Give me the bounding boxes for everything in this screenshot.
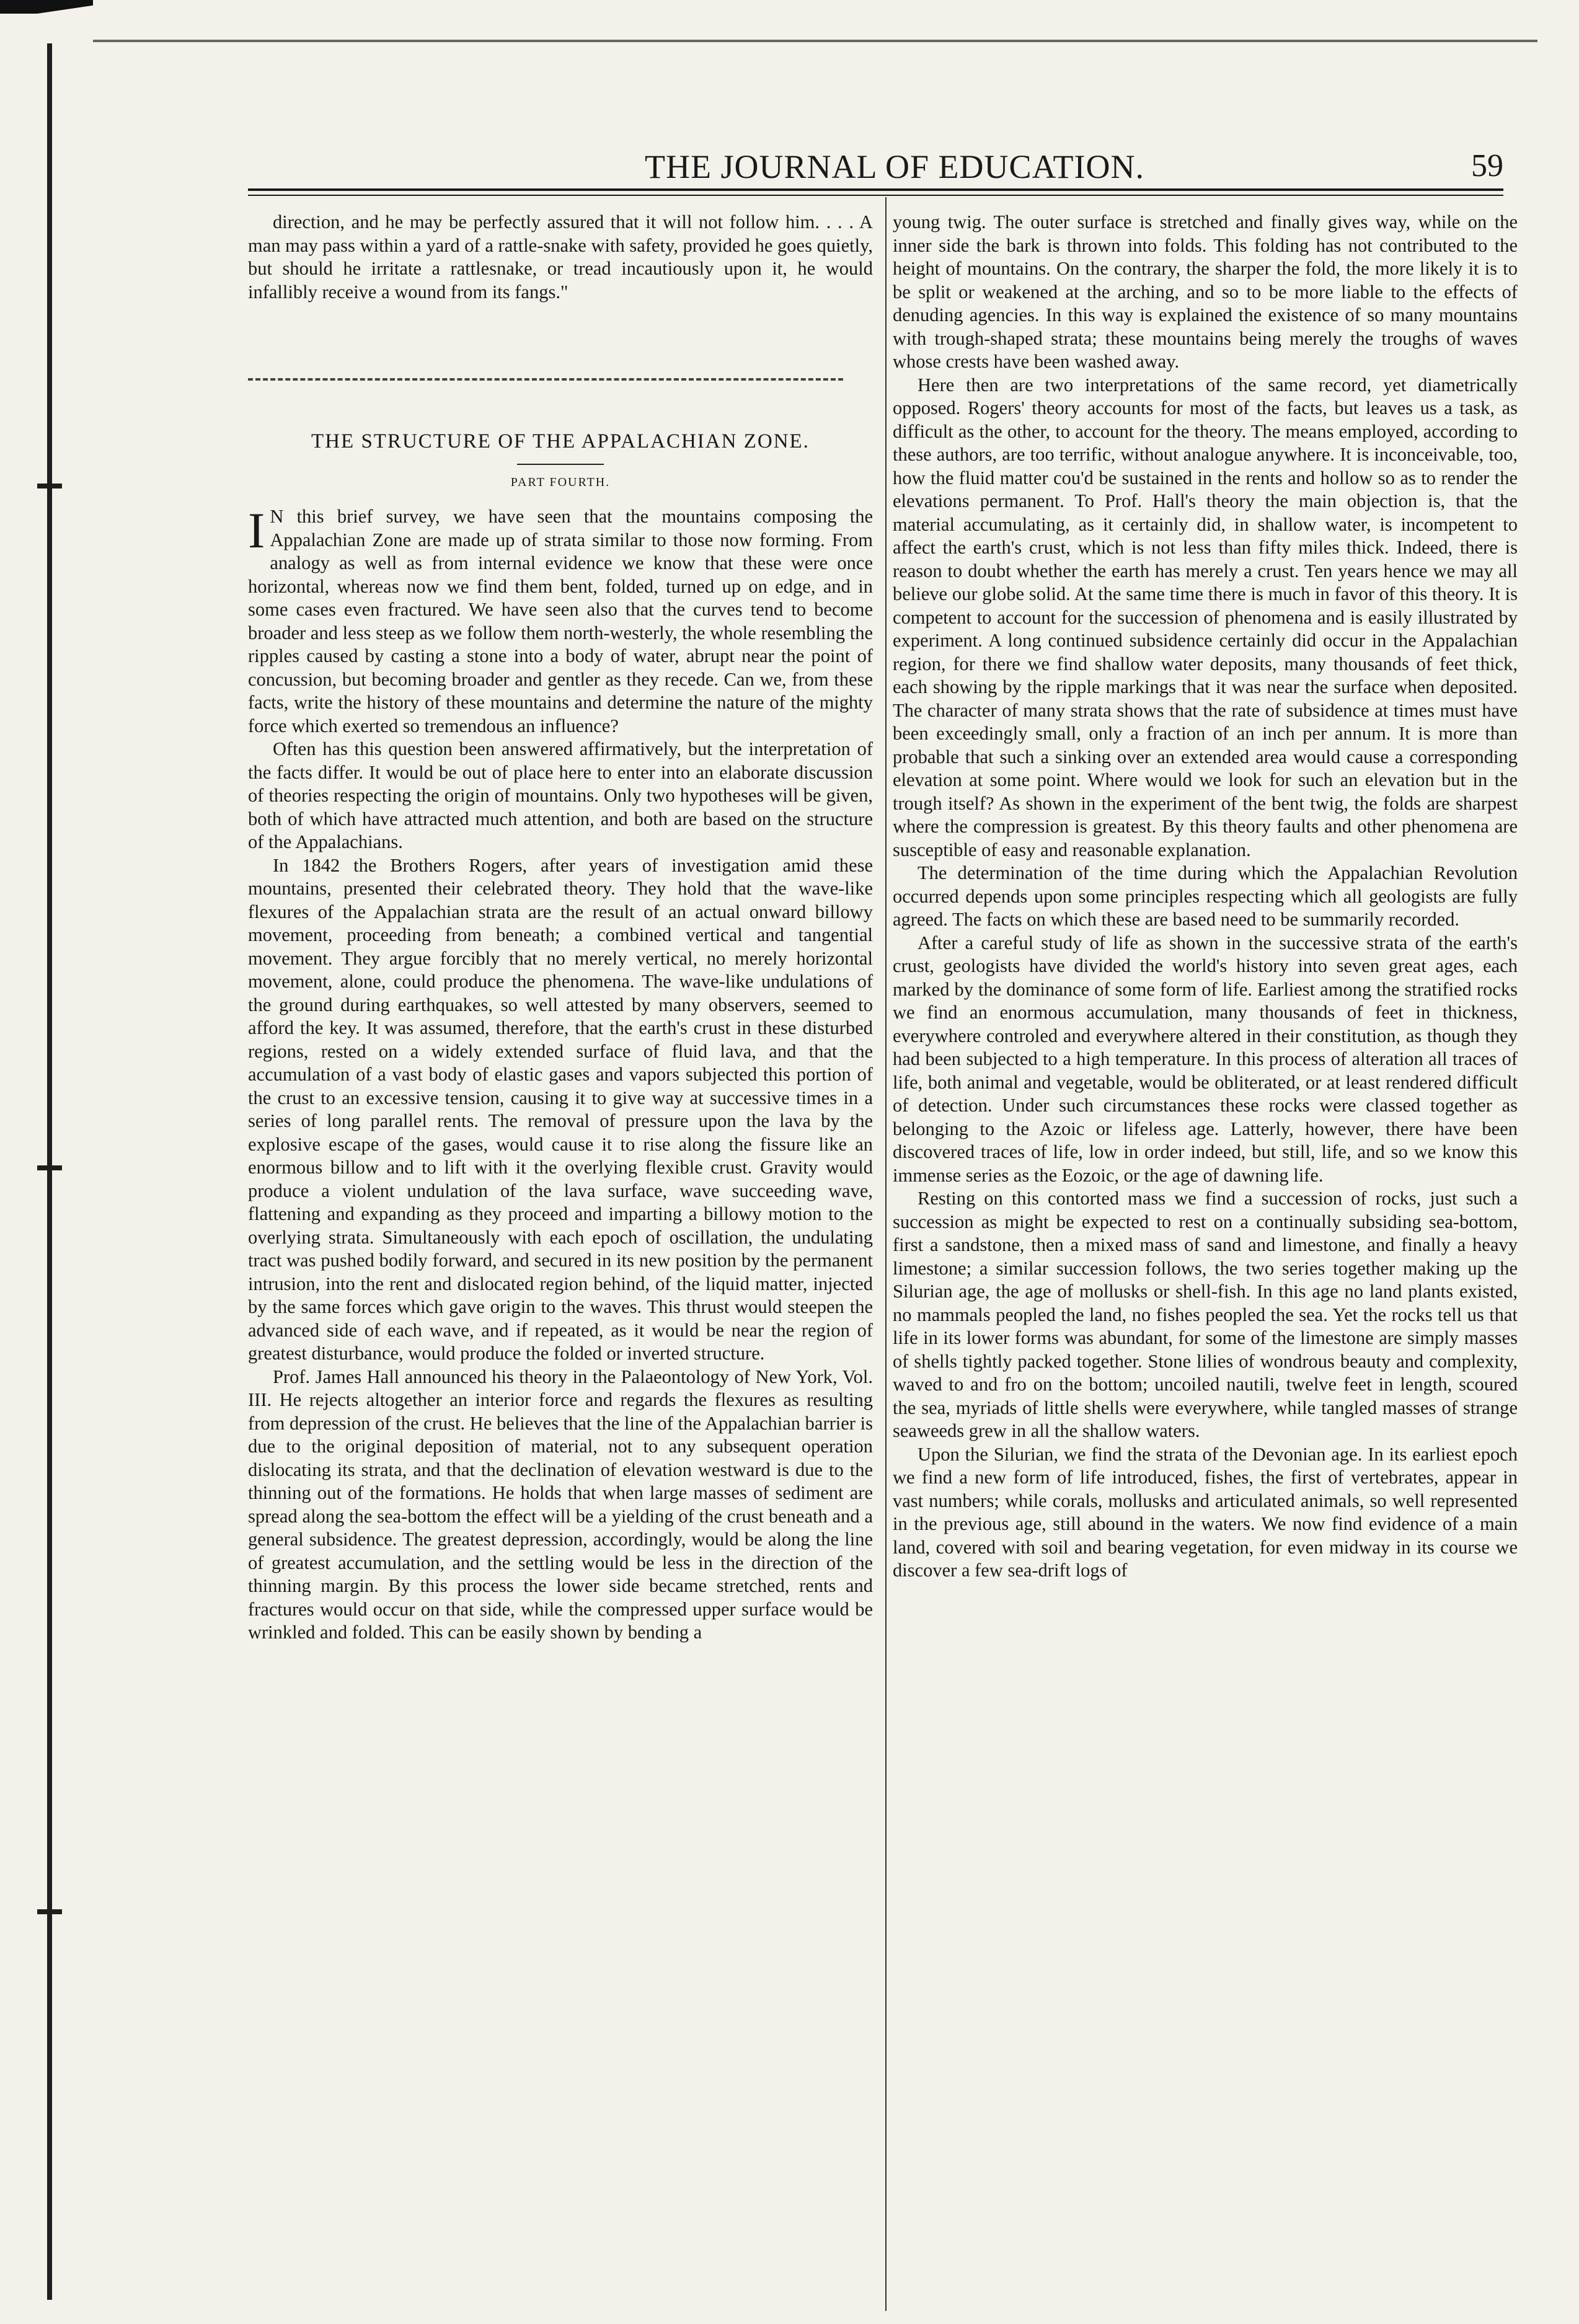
binding-tick <box>37 1909 62 1914</box>
article-title: THE STRUCTURE OF THE APPALACHIAN ZONE. <box>311 430 810 453</box>
binding-corner-mark <box>0 0 93 14</box>
article-paragraph <box>248 502 873 738</box>
article-paragraph: After a careful study of life as shown in the successive strata of the earth's crust, geologists have divided the world's history into seven great ages, each marked by the dominance of some form of life. Earliest among the stratified rocks we find an enormous accumulation, many thousands of feet in thickness, everywhere controled and everywhere altered in their constitution, as though they had been subjected to a high temperature. In this process of alteration all traces of life, both animal and vegetable, would be obliterated, or at least rendered difficult of detection. Under such circumstances these rocks were classed together as belonging to the Azoic or lifeless age. Latterly, however, there have been discovered traces of life, low in order indeed, but still, life, and so we know this immense series as the Eozoic, or the age of dawning life. <box>893 932 1518 1186</box>
article-paragraph: Upon the Silurian, we find the strata of the Devonian age. In its earliest epoch we find a new form of life introduced, fishes, the first of vertebrates, appear in vast numbers; while corals, mollusks and articulated animals, so well represented in the previous age, still abound in the waters. We now find evidence of a main land, covered with soil and bearing vegetation, for even midway in its course we discover a few sea-drift logs of <box>893 1443 1518 1581</box>
article-paragraph: The determination of the time during which the Appalachian Revolution occurred depends upon some principles respecting which all geologists are fully agreed. The facts on which these are based need to be summarily recorded. <box>893 862 1518 930</box>
drop-cap: I <box>248 502 265 559</box>
title-rule <box>517 464 604 465</box>
journal-title: THE JOURNAL OF EDUCATION. <box>645 148 1144 185</box>
top-edge-rule <box>93 40 1537 42</box>
header-rule <box>248 188 1503 191</box>
binding-edge <box>47 43 52 2300</box>
article-paragraph: Resting on this contorted mass we find a succession of rocks, just such a succession as might be expected to rest on a continually subsiding sea-bottom, first a sandstone, then a mixed mass of sand and limestone, and finally a heavy limestone; a similar succession follows, the two series together making up the Silurian age, the age of mollusks or shell-fish. In this age no land plants existed, no mammals peopled the land, no fishes peopled the sea. Yet the rocks tell us that life in its lower forms was abundant, for some of the limestone are simply masses of shells tightly packed together. Stone lilies of wondrous beauty and complexity, waved to and fro on the bottom; uncoiled nautili, twelve feet in length, scoured the sea, myriads of little shells were everywhere, while tangled masses of strange seaweeds grew in all the shallow waters. <box>893 1188 1518 1441</box>
header-rule-thin <box>248 195 1503 196</box>
running-header <box>248 148 1503 187</box>
column-divider <box>885 197 887 2311</box>
binding-tick <box>37 1165 62 1170</box>
quote-continuation: direction, and he may be perfectly assured that it will not follow him. . . . A man may pass within a yard of a rattle-snake with safety, provided he goes quietly, but should he irritate a rattlesnake, or tread incautiously upon it, he would infallibly receive a wound from its fangs." <box>248 211 873 303</box>
left-column <box>248 211 873 1645</box>
page-number: 59 <box>1471 148 1503 183</box>
part-label: PART FOURTH. <box>510 475 611 489</box>
right-column <box>893 211 1518 1583</box>
section-separator <box>248 378 843 381</box>
article-paragraph: In 1842 the Brothers Rogers, after years of investigation amid these mountains, presented their celebrated theory. They hold that the wave-like flexures of the Appalachian strata are the result of an actual onward billowy movement, proceeding from beneath; a combined vertical and tangential movement. They argue forcibly that no merely vertical, no merely horizontal movement, alone, could produce the phenomena. The wave-like undulations of the ground during earthquakes, so well attested by many observers, seemed to afford the key. It was assumed, therefore, that the earth's crust in these disturbed regions, rested on a widely extended surface of fluid lava, and that the accumulation of a vast body of elastic gases and vapors subjected this portion of the crust to an excessive tension, causing it to give way at successive times in a series of long parallel rents. The removal of pressure upon the lava by the explosive escape of the gases, would cause it to rise along the fissure like an enormous billow and to lift with it the overlying flexible crust. Gravity would produce a violent undulation of the lava surface, wave succeeding wave, flattening and expanding as they proceed and imparting a billowy motion to the overlying strata. Simultaneously with each epoch of oscillation, the undulating tract was pushed bodily forward, and secured in its new position by the permanent intrusion, into the rent and dislocated region behind, of the liquid matter, injected by the same forces which gave origin to the waves. This thrust would steepen the advanced side of each wave, and if repeated, as it would be near the region of greatest disturbance, would produce the folded or inverted structure. <box>248 854 873 1364</box>
article-paragraph: young twig. The outer surface is stretched and finally gives way, while on the inner side the bark is thrown into folds. This folding has not contributed to the height of mountains. On the contrary, the sharper the fold, the more likely it is to be split or weakened at the arching, and so to be more liable to the effects of denuding agencies. In this way is explained the existence of so many mountains with trough-shaped strata; these mountains being merely the troughs of waves whose crests have been washed away. <box>893 211 1518 372</box>
article-paragraph: Here then are two interpretations of the same record, yet diametrically opposed. Rogers' theory accounts for most of the facts, but leaves us a task, as difficult as the other, to account for the theory. The means employed, according to these authors, are too terrific, without analogue anywhere. It is inconceivable, too, how the fluid matter cou'd be sustained in the rents and hollow so as to render the elevations permanent. To Prof. Hall's theory the main objection is, that the material accumulating, as it certainly did, in shallow water, is incompetent to affect the earth's crust, which is not less than fifty miles thick. Indeed, there is reason to doubt whether the earth has merely a crust. Ten years hence we may all believe our globe solid. At the same time there is much in favor of this theory. It is competent to account for the succession of phenomena and is easily illustrated by experiment. A long continued subsidence certainly did occur in the Appalachian region, for there we find shallow water deposits, many thousands of feet thick, each showing by the ripple markings that it was near the surface when deposited. The character of many strata shows that the rate of subsidence at times must have been exceedingly small, only a fraction of an inch per annum. It is more than probable that such a sinking over an extended area would cause a corresponding elevation at some point. Where would we look for such an elevation but in the trough itself? As shown in the experiment of the bent twig, the folds are sharpest where the compression is greatest. By this theory faults and other phenomena are susceptible of easy and reasonable explanation. <box>893 374 1518 860</box>
article-paragraph: Often has this question been answered affirmatively, but the interpretation of the facts differ. It would be out of place here to enter into an elaborate discussion of theories respecting the origin of mountains. Only two hypotheses will be given, both of which have attracted much attention, and both are based on the structure of the Appalachians. <box>248 738 873 852</box>
article-paragraph: Prof. James Hall announced his theory in the Palaeontology of New York, Vol. III. He rejects altogether an interior force and regards the flexures as resulting from depression of the crust. He believes that the line of the Appalachian barrier is due to the original deposition of material, not to any subsequent operation dislocating its strata, and that the declination of elevation westward is due to the thinning out of the formations. He holds that when large masses of sediment are spread along the sea-bottom the effect will be a yielding of the crust beneath and a general subsidence. The greatest depression, accordingly, would be along the line of greatest accumulation, and the settling would be less in the direction of the thinning margin. By this process the lower side became stretched, rents and fractures would occur on that side, while the compressed upper surface would be wrinkled and folded. This can be easily shown by bending a <box>248 1366 873 1643</box>
paragraph-text: N this brief survey, we have seen that the mountains composing the Appalachian Zone are made up of strata similar to those now forming. From analogy as well as from internal evidence we know that these were once horizontal, whereas now we find them bent, folded, turned up on edge, and in some cases even fractured. We have seen also that the curves tend to become broader and less steep as we follow them north-westerly, the whole resembling the ripples caused by casting a stone into a body of water, abrupt near the point of concussion, but becoming broader and gentler as they recede. Can we, from these facts, write the history of these mountains and determine the nature of the mighty force which exerted so tremendous an influence? <box>248 506 873 736</box>
binding-tick <box>37 484 62 488</box>
